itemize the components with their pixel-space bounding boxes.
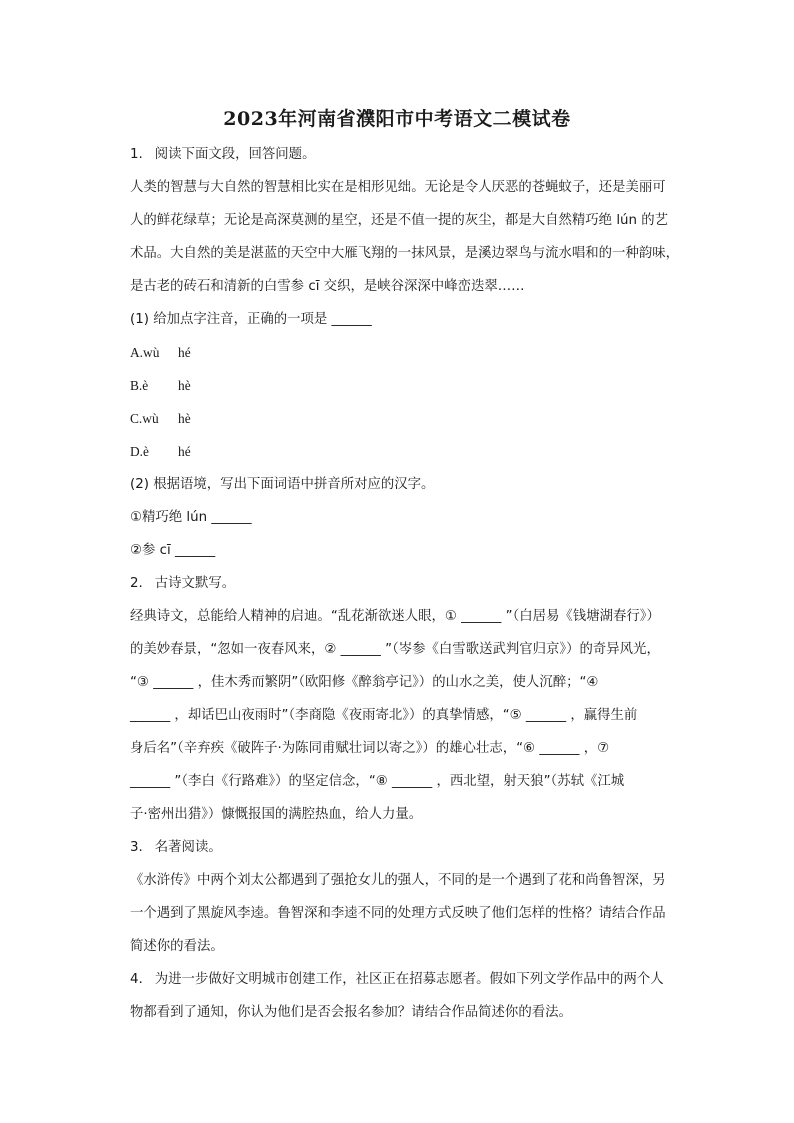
q2-text-line: 的美妙春景，“忽如一夜春风来，② ______ ”（岑参《白雪歌送武判官归京》）的奇异风光， (130, 642, 660, 657)
option-value: hè (178, 378, 191, 393)
option-value: hé (178, 345, 191, 360)
q1-passage-line: 人的鲜花绿草；无论是高深莫测的星空，还是不值一提的灰尘，都是大自然精巧绝 lún 的艺 (130, 213, 669, 228)
question-4-number: 4. (130, 972, 143, 987)
q2-text-line: ______ ”（李白《行路难》）的坚定信念，“⑧ ______ ，西北望，射天狼”（苏轼《江城 (130, 774, 625, 789)
q2-text-line: 经典诗文，总能给人精神的启迪。“乱花渐欲迷人眼，① ______ ”（白居易《钱塘湖春行》） (130, 609, 660, 624)
option-value: hè (178, 411, 191, 426)
exam-content (130, 144, 690, 1024)
option-label: A.wù (130, 345, 160, 360)
question-1-prompt: 阅读下面文段，回答问题。 (154, 147, 316, 162)
q2-text-line: “③ ______ ，佳木秀而繁阴”（欧阳修《醉翁亭记》）的山水之美，使人沉醉；“④ (130, 675, 599, 690)
question-2-prompt: 古诗文默写。 (154, 576, 236, 591)
q1-fill-blank-2[interactable]: ②参 cī ______ (130, 543, 216, 558)
q1-option-b[interactable] (130, 375, 690, 397)
question-3-prompt: 名著阅读。 (154, 840, 222, 855)
question-3-heading (130, 837, 690, 859)
q1-subquestion-2: (2) 根据语境，写出下面词语中拼音所对应的汉字。 (130, 477, 435, 492)
question-3-number: 3. (130, 840, 143, 855)
q1-passage-line: 是古老的砖石和清新的白雪参 cī 交织，是峡谷深深中峰峦迭翠…… (130, 279, 525, 294)
page-title: 2023年河南省濮阳市中考语文二模试卷 (223, 108, 571, 130)
question-1-heading (130, 144, 690, 166)
option-label: D.è (130, 444, 149, 459)
q3-text-line: 《水浒传》中两个刘太公都遇到了强抢女儿的强人，不同的是一个遇到了花和尚鲁智深，另 (130, 873, 666, 888)
option-label: B.è (130, 378, 149, 393)
q2-text-line: 身后名”（辛弃疾《破阵子·为陈同甫赋壮词以寄之》）的雄心壮志，“⑥ ______ ，⑦ (130, 741, 610, 756)
q1-option-d[interactable] (130, 441, 690, 463)
q2-text-line: ______ ，却话巴山夜雨时”（李商隐《夜雨寄北》）的真挚情感，“⑤ ______ ，赢得生前 (130, 708, 638, 723)
q3-text-line: 简述你的看法。 (130, 939, 224, 954)
q3-text-line: 一个遇到了黑旋风李逵。鲁智深和李逵不同的处理方式反映了他们怎样的性格？请结合作品 (130, 906, 666, 921)
q4-text-line: 物都看到了通知，你认为他们是否会报名参加？请结合作品简述你的看法。 (130, 1005, 572, 1020)
q1-subquestion-1: (1) 给加点字注音，正确的一项是 ______ (130, 312, 372, 327)
q1-fill-blank-1[interactable]: ①精巧绝 lún ______ (130, 510, 252, 525)
q1-option-a[interactable] (130, 342, 690, 364)
q1-option-c[interactable] (130, 408, 690, 430)
question-4-text: 为进一步做好文明城市创建工作，社区正在招募志愿者。假如下列文学作品中的两个人 (154, 972, 664, 987)
question-2-number: 2. (130, 576, 143, 591)
question-4-heading (130, 969, 690, 991)
option-label: C.wù (130, 411, 159, 426)
option-value: hé (178, 444, 191, 459)
q2-text-line: 子·密州出猎》）慷慨报国的满腔热血，给人力量。 (130, 807, 423, 822)
q1-passage-line: 人类的智慧与大自然的智慧相比实在是相形见绌。无论是令人厌恶的苍蝇蚊子，还是美丽可 (130, 180, 666, 195)
question-2-heading (130, 573, 690, 595)
q1-passage-line: 术品。大自然的美是湛蓝的天空中大雁飞翔的一抹风景，是溪边翠鸟与流水唱和的一种韵味， (130, 246, 680, 261)
question-1-number: 1. (130, 147, 143, 162)
